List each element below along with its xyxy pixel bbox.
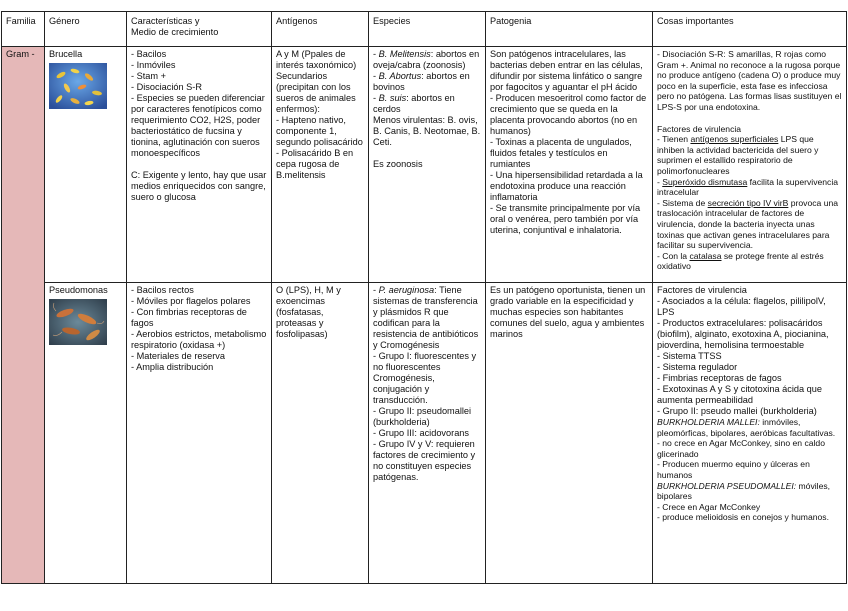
list-item: - B. Melitensis: abortos en oveja/cabra (zoonosis) — [373, 49, 480, 70]
list-item: - Grupo I: fluorescentes y no fluorescentes Cromogénesis, conjugación y transducción. — [373, 351, 477, 405]
list-item: Menos virulentas: B. ovis, B. Canis, B. Neotomae, B. Ceti. — [373, 115, 481, 147]
list-item: - Stam + — [131, 71, 166, 81]
underlined-term: Superóxido dismutasa — [662, 176, 748, 187]
list-item: - Bacilos — [131, 49, 167, 59]
species-desc: inmóviles, pleomórficas, bipolares, aeróbicas facultativas. — [657, 417, 836, 438]
familia-cell — [2, 47, 45, 584]
species-name: P. aeruginosa — [378, 285, 435, 295]
cosas-cell-pseudomonas — [653, 283, 847, 584]
header-antigenos: Antígenos — [272, 12, 369, 47]
list-item: - Materiales de reserva — [131, 351, 225, 361]
header-caracteristicas — [127, 12, 272, 47]
text-fragment: - — [657, 176, 663, 187]
list-item: - Disociación S-R — [131, 82, 202, 92]
species-name: BURKHOLDERIA MALLEI: — [657, 417, 760, 427]
genero-name: Brucella — [49, 49, 83, 59]
text-fragment: facilita la supervivencia intracelular — [657, 176, 839, 198]
list-item — [657, 134, 842, 176]
patogenia-cell-pseudomonas — [486, 283, 653, 584]
list-item: - Disociación S-R: S amarillas, R rojas como Gram +. Animal no reconoce a la rugosa porque no produce antígeno (cadena O) o produce muy poco en la superficie, esta fase es infecciosa pero no patógena. Las formas lisas sustituyen el LPS-S por una endotoxina. — [657, 49, 842, 112]
list-item: - Aerobios estrictos, metabolismo respiratorio (oxidasa +) — [131, 329, 267, 350]
list-item: Son patógenos intracelulares, las bacterias deben entrar en las células, difundir por sistema linfático o sangre por fagocitos y aguantar el pH ácido — [490, 49, 643, 92]
species-desc: : Tiene sistemas de transferencia y plásmidos R que codifican para la resistencia de antibióticos — [373, 285, 479, 339]
list-item: Es zoonosis — [373, 159, 423, 169]
list-item — [657, 417, 842, 438]
antigenos-cell-brucella — [272, 47, 369, 283]
species-desc: : abortos en oveja/cabra (zoonosis) — [373, 49, 480, 70]
list-item: - Especies se pueden diferenciar por caracteres fenotípicos como requerimiento CO2, H2S, poder bacteriostático de fucsina y tionina, aglutinación con sueros monoespecíficos — [131, 93, 265, 158]
list-item — [657, 481, 842, 502]
list-item: - Asociados a la célula: flagelos, pililipolV, LPS — [657, 296, 826, 317]
list-item: - Se transmite principalmente por vía oral o venérea, pero también por vía uterina, conjuntival e inhalatoria. — [490, 203, 641, 235]
list-item: - Una hipersensibilidad retardada a la endotoxina produce una reacción inflamatoria — [490, 170, 643, 202]
list-item: - Productos extracelulares: polisacáridos (biofilm), alginato, exotoxina A, piocianina, pioverdina, hemolisina termoestable — [657, 318, 829, 350]
caracteristicas-cell-brucella — [127, 47, 272, 283]
list-item: - Móviles por flagelos polares — [131, 296, 251, 306]
list-item: - Con fimbrias receptoras de fagos — [131, 307, 247, 328]
list-item — [657, 177, 842, 198]
species-name: B. suis — [378, 93, 407, 103]
genero-cell-pseudomonas — [45, 283, 127, 584]
list-item: - Toxinas a placenta de ungulados, fluidos fetales y testículos en rumiantes — [490, 137, 632, 169]
species-desc: : abortos en bovinos — [373, 71, 470, 92]
list-item — [657, 251, 842, 272]
list-item: Secundarios (precipitan con los sueros de animales enfermos): — [276, 71, 356, 114]
antigenos-cell-pseudomonas — [272, 283, 369, 584]
cosas-cell-brucella — [653, 47, 847, 283]
text-fragment: - Tienen — [657, 134, 691, 145]
list-item: - Grupo IV y V: requieren factores de crecimiento y no constituyen especies patógenas. — [373, 439, 476, 482]
list-item: - Producen mesoeritrol como factor de crecimiento que se queda en la placenta provocando abortos (no en humanos) — [490, 93, 647, 136]
list-item: - Bacilos rectos — [131, 285, 194, 295]
table-row-brucella — [2, 47, 847, 283]
list-item: - Sistema regulador — [657, 362, 738, 372]
notes-table — [1, 11, 847, 584]
header-familia: Familia — [2, 12, 45, 47]
text-fragment: - Sistema de — [657, 197, 708, 208]
spacer — [657, 113, 842, 124]
pseudomonas-micrograph-image — [49, 299, 107, 345]
species-desc: : abortos en cerdos — [373, 93, 455, 114]
factores-title: Factores de virulencia — [657, 123, 742, 134]
familia-value: Gram - — [6, 49, 35, 59]
header-genero: Género — [45, 12, 127, 47]
species-name: B. Abortus — [378, 71, 422, 81]
genero-name: Pseudomonas — [49, 285, 108, 295]
species-name: BURKHOLDERIA PSEUDOMALLEI: — [657, 480, 797, 491]
especies-cell-pseudomonas — [369, 283, 486, 584]
list-item: - Grupo III: acidovorans — [373, 428, 470, 438]
text-fragment: provoca una traslocación intracelular de factores de virulencia, donde la bacteria inyecta unas toxinas que activan genes intracelulares para facilitar su supervivencia. — [657, 197, 839, 251]
list-item: - B. Abortus: abortos en bovinos — [373, 71, 470, 92]
header-caracteristicas-line1: Características y — [131, 16, 200, 26]
text-fragment: LPS que inhiben la actividad bactericida del suero y suprimen el estallido respiratorio de polimorfonucleares — [657, 134, 819, 176]
list-item: O (LPS), H, M y exoencimas (fosfatasas, proteasas y fosfolipasas) — [276, 285, 341, 339]
list-item: - Hapteno nativo, componente 1, segundo polisacárido — [276, 115, 363, 147]
underlined-term: catalasa — [689, 250, 722, 261]
genero-cell-brucella — [45, 47, 127, 283]
text-fragment: se protege frente al estrés oxidativo — [657, 250, 824, 272]
list-item: - Crece en Agar McConkey — [657, 501, 761, 512]
list-item: A y M (Ppales de interés taxonómico) — [276, 49, 357, 70]
spacer — [131, 159, 267, 170]
list-item: - no crece en Agar McConkey, sino en caldo glicerinado — [657, 438, 825, 459]
list-item: Es un patógeno oportunista, tienen un grado variable en la especificidad y muchas especies son habitantes comunes del suelo, agua y ambientes marinos — [490, 285, 646, 339]
list-item — [657, 198, 842, 251]
list-item: - Polisacárido B en cepa rugosa de B.melitensis — [276, 148, 354, 180]
list-item: - P. aeruginosa: Tiene sistemas de transferencia y plásmidos R que codifican para la resistencia de antibióticos — [373, 285, 479, 339]
patogenia-cell-brucella — [486, 47, 653, 283]
header-caracteristicas-line2: Medio de crecimiento — [131, 27, 219, 37]
underlined-term: secreción tipo IV virB — [707, 197, 789, 208]
table-row-pseudomonas — [2, 283, 847, 584]
list-item: - produce melioidosis en conejos y humanos. — [657, 512, 829, 523]
brucella-micrograph-image — [49, 63, 107, 109]
caracteristicas-cell-pseudomonas — [127, 283, 272, 584]
list-item: - Fimbrias receptoras de fagos — [657, 373, 782, 383]
header-patogenia: Patogenia — [486, 12, 653, 47]
especies-cell-brucella — [369, 47, 486, 283]
spacer — [373, 148, 481, 159]
text-fragment: - Con la — [657, 250, 690, 261]
list-item: - Amplia distribución — [131, 362, 214, 372]
header-row — [2, 12, 847, 47]
list-item: - Producen muermo equino y úlceras en humanos — [657, 459, 810, 480]
list-item: - Grupo II: pseudomallei (burkholderia) — [373, 406, 472, 427]
list-item: C: Exigente y lento, hay que usar medios enriquecidos con sangre, suero o glucosa — [131, 170, 267, 202]
list-item: y Cromogénesis — [373, 340, 440, 350]
factores-title: Factores de virulencia — [657, 285, 747, 295]
header-especies: Especies — [369, 12, 486, 47]
list-item: - Grupo II: pseudo mallei (burkholderia) — [657, 406, 817, 416]
list-item: - Sistema TTSS — [657, 351, 722, 361]
header-cosas: Cosas importantes — [653, 12, 847, 47]
species-desc: móviles, bipolares — [657, 480, 831, 502]
list-item: - B. suis: abortos en cerdos — [373, 93, 455, 114]
species-name: B. Melitensis — [378, 49, 431, 59]
underlined-term: antígenos superficiales — [690, 134, 779, 145]
list-item: - Exotoxinas A y S y citotoxina ácida que aumenta permeabilidad — [657, 384, 822, 405]
list-item: - Inmóviles — [131, 60, 176, 70]
